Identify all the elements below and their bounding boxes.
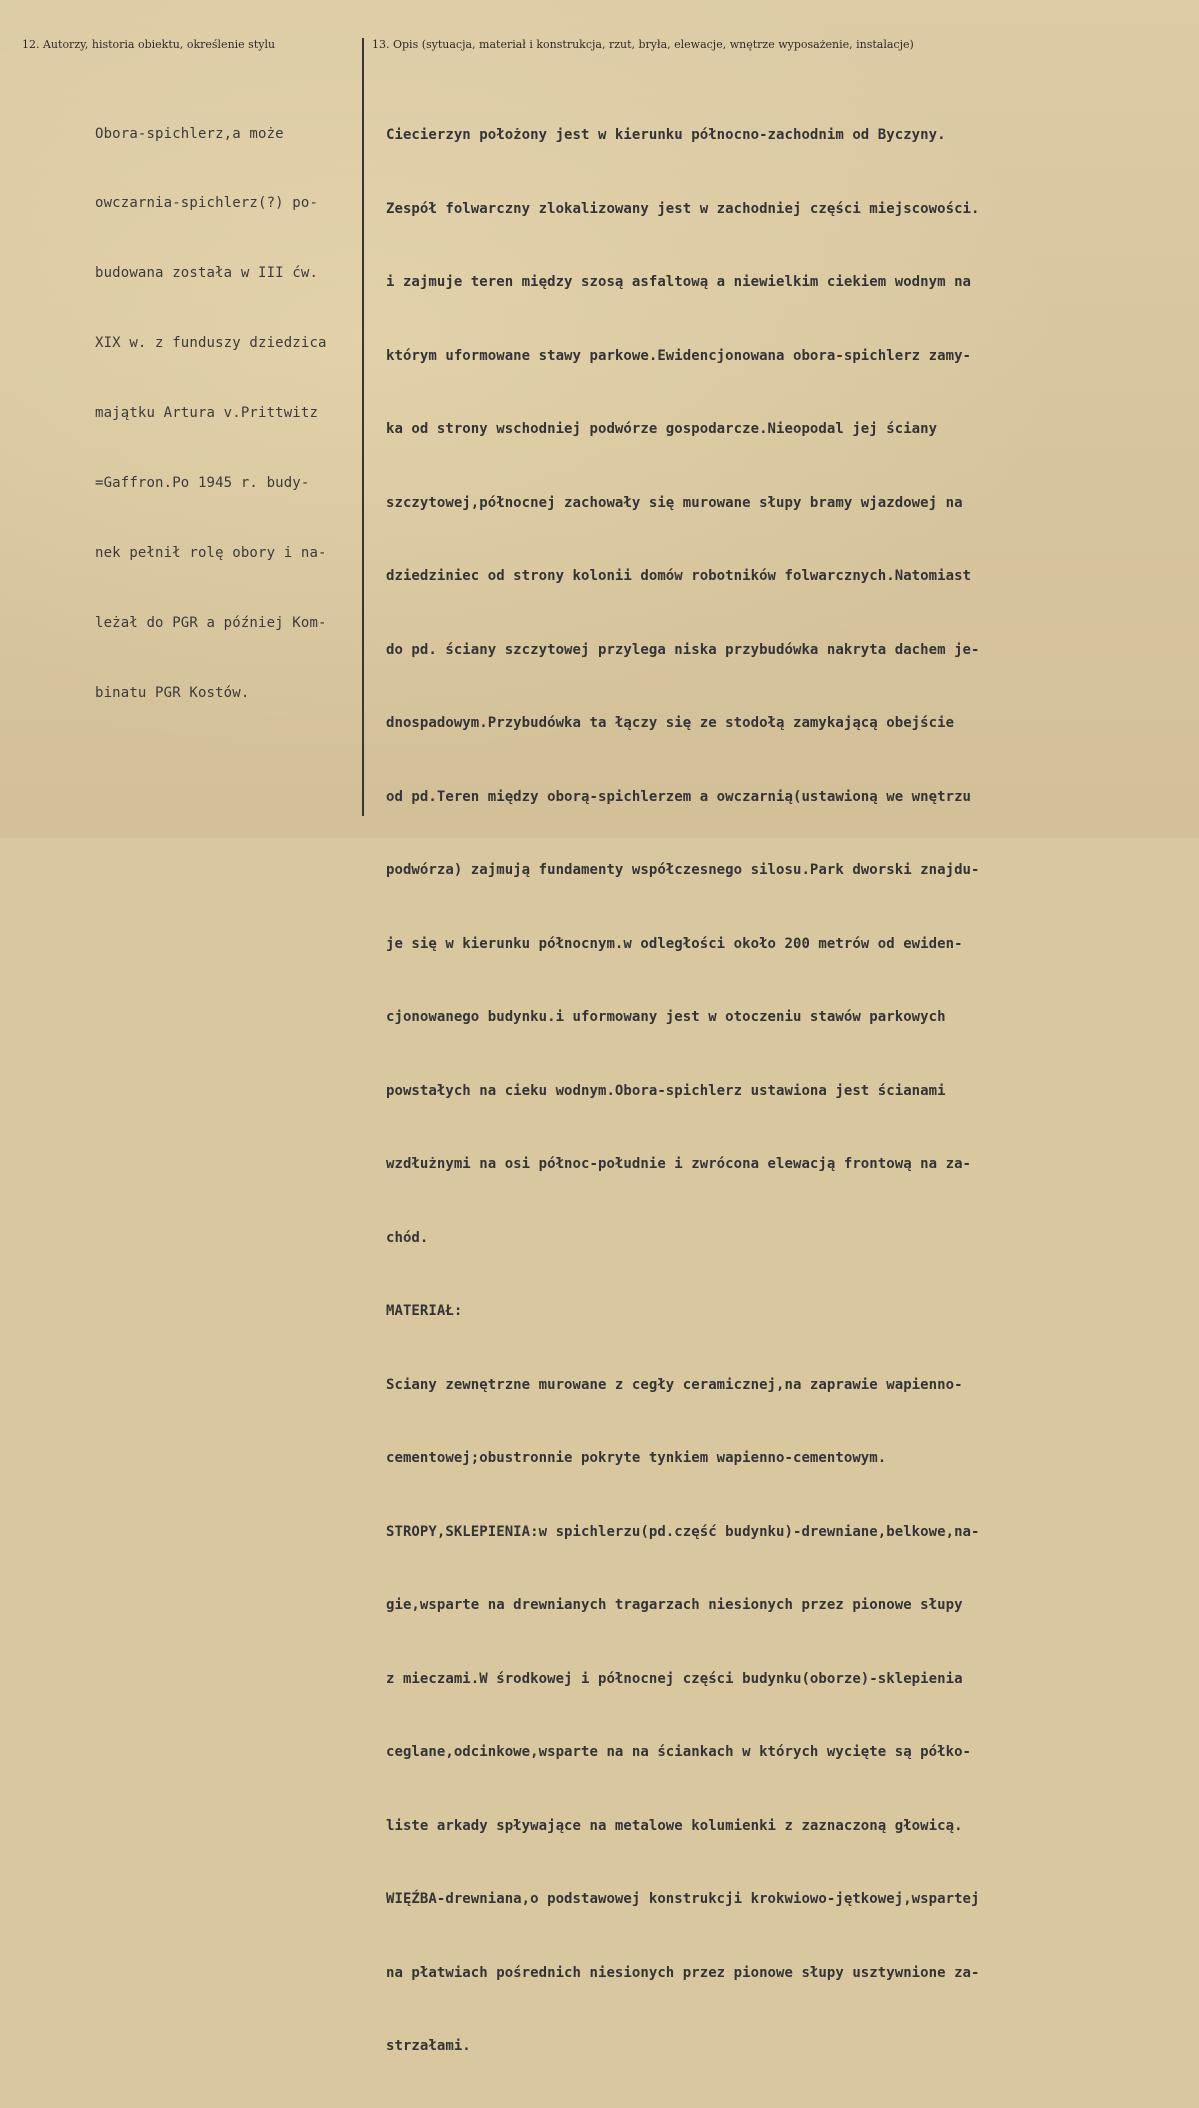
description-line: z mieczami.W środkowej i północnej części budynku(oborze)-sklepienia <box>386 1670 963 1687</box>
description-line: Zespół folwarczny zlokalizowany jest w zachodniej części miejscowości. <box>386 200 980 217</box>
description-line: liste arkady spływające na metalowe kolumienki z zaznaczoną głowicą. <box>386 1817 963 1834</box>
field-13-label: 13. Opis (sytuacja, materiał i konstrukcja, rzut, bryła, elewacje, wnętrze wyposażenie, instalacje) <box>372 38 914 51</box>
description-line: podwórza) zajmują fundamenty współczesnego silosu.Park dworski znajdu- <box>386 862 980 878</box>
description-line: od pd.Teren między oborą-spichlerzem a owczarnią(ustawioną we wnętrzu <box>386 788 972 805</box>
history-line: XIX w. z funduszy dziedzica <box>95 335 327 352</box>
description-line: wzdłużnymi na osi północ-południe i zwrócona elewacją frontową na za- <box>386 1156 972 1172</box>
description-line: gie,wsparte na drewnianych tragarzach niesionych przez pionowe słupy <box>386 1597 963 1613</box>
history-line: budowana została w III ćw. <box>95 265 319 282</box>
description-line: powstałych na cieku wodnym.Obora-spichlerz ustawiona jest ścianami <box>386 1082 946 1099</box>
description-line: Ciecierzyn położony jest w kierunku północno-zachodnim od Byczyny. <box>386 127 946 143</box>
history-line: majątku Artura v.Prittwitz <box>95 405 319 422</box>
history-line: owczarnia-spichlerz(?) po- <box>95 195 319 212</box>
field-12-label: 12. Autorzy, historia obiektu, określenie stylu <box>22 38 276 51</box>
description-line: Sciany zewnętrzne murowane z cegły ceramicznej,na zaprawie wapienno- <box>386 1376 963 1393</box>
description-line: STROPY,SKLEPIENIA:w spichlerzu(pd.część budynku)-drewniane,belkowe,na- <box>386 1523 980 1540</box>
description-line: ka od strony wschodniej podwórze gospodarcze.Nieopodal jej ściany <box>386 421 938 437</box>
description-line: i zajmuje teren między szosą asfaltową a niewielkim ciekiem wodnym na <box>386 274 972 290</box>
description-line: szczytowej,północnej zachowały się murowane słupy bramy wjazdowej na <box>386 494 963 511</box>
description-line: strzałami. <box>386 2038 471 2054</box>
description-line: je się w kierunku północnym.w odległości około 200 metrów od ewiden- <box>386 935 963 952</box>
description-line: na płatwiach pośrednich niesionych przez pionowe słupy usztywnione za- <box>386 1964 980 1981</box>
history-line: binatu PGR Kostów. <box>95 684 250 701</box>
description-line: do pd. ściany szczytowej przylega niska przybudówka nakryta dachem je- <box>386 641 980 658</box>
description-line: dnospadowym.Przybudówka ta łączy się ze stodołą zamykającą obejście <box>386 715 955 731</box>
description-line: ceglane,odcinkowe,wsparte na na ściankach w których wycięte są półko- <box>386 1744 972 1760</box>
description-line: WIĘŹBA-drewniana,o podstawowej konstrukcji krokwiowo-jętkowej,wspartej <box>386 1891 980 1907</box>
description-line: cjonowanego budynku.i uformowany jest w otoczeniu stawów parkowych <box>386 1009 946 1025</box>
description-line: cementowej;obustronnie pokryte tynkiem wapienno-cementowym. <box>386 1450 887 1466</box>
history-line: =Gaffron.Po 1945 r. budy- <box>95 475 310 492</box>
description-line: dziedziniec od strony kolonii domów robotników folwarcznych.Natomiast <box>386 568 972 584</box>
history-line: Obora-spichlerz,a może <box>95 125 284 142</box>
history-text-block <box>95 76 327 752</box>
description-text-block <box>386 74 980 2108</box>
history-line: nek pełnił rolę obory i na- <box>95 544 327 561</box>
column-divider <box>362 38 364 816</box>
material-heading: MATERIAŁ: <box>386 1303 463 1319</box>
description-line: chód. <box>386 1229 429 1246</box>
description-line: którym uformowane stawy parkowe.Ewidencjonowana obora-spichlerz zamy- <box>386 347 972 364</box>
history-line: leżał do PGR a później Kom- <box>95 614 327 631</box>
